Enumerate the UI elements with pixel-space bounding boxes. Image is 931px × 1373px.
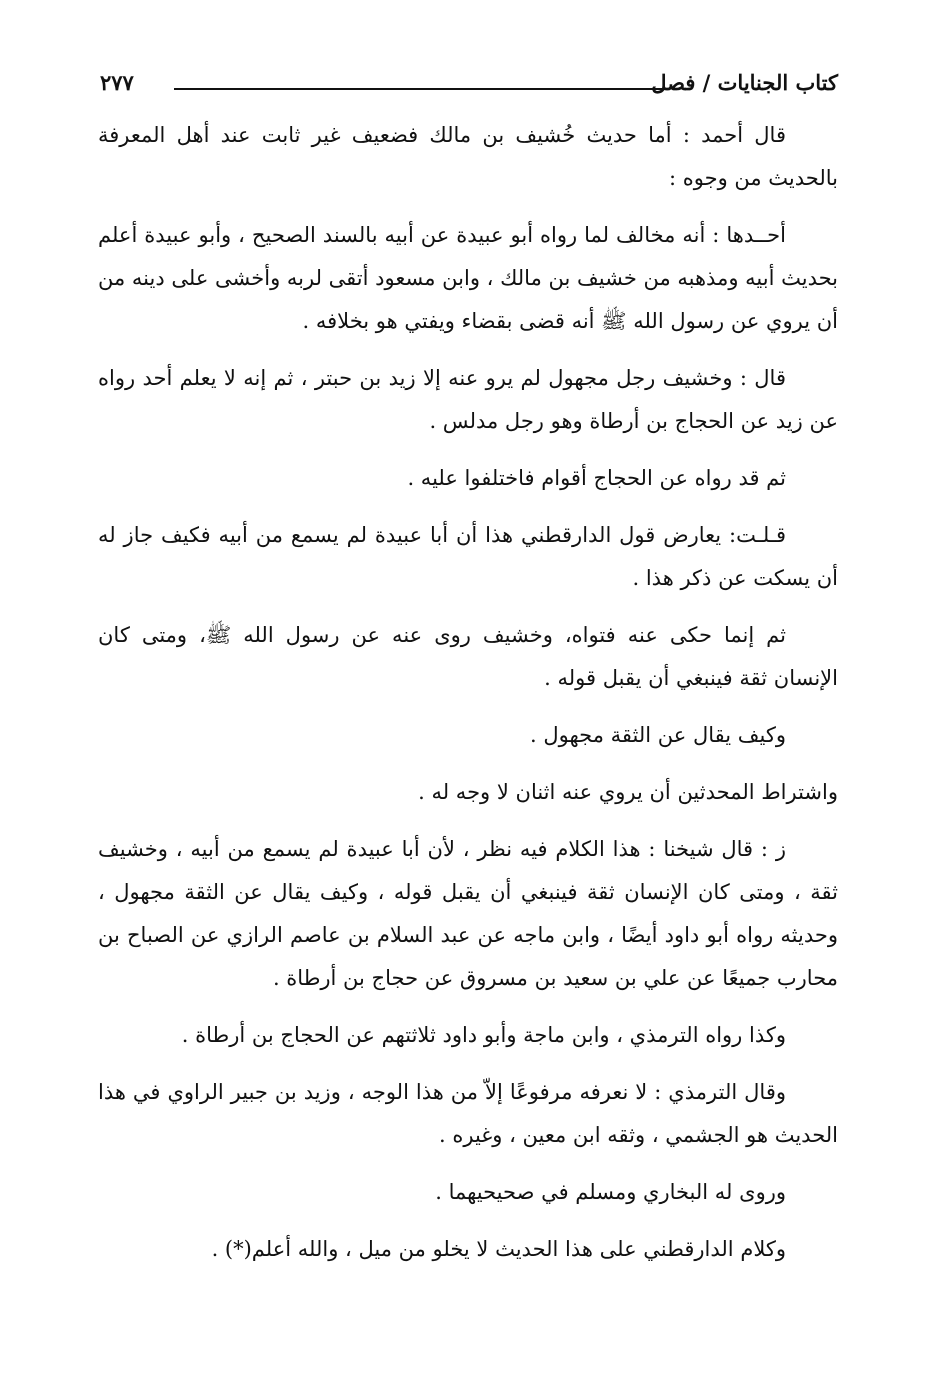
running-title: كتاب الجنايات / فصل: [651, 70, 838, 95]
page-number: ٢٧٧: [100, 70, 134, 95]
paragraph: ثم إنما حكى عنه فتواه، وخشيف روى عنه عن رسول الله ﷺ، ومتى كان الإنسان ثقة فينبغي أن يقبل قوله .: [98, 623, 838, 690]
paragraph: وكذا رواه الترمذي ، وابن ماجة وأبو داود ثلاثتهم عن الحجاج بن أرطاة .: [181, 1023, 786, 1047]
paragraph: وقال الترمذي : لا نعرفه مرفوعًا إلاّ من هذا الوجه ، وزيد بن جبير الراوي في هذا الحديث هو الجشمي ، وثقه ابن معين ، وغيره .: [98, 1080, 838, 1147]
running-header: [100, 70, 838, 106]
paragraph: وروى له البخاري ومسلم في صحيحيهما .: [435, 1180, 786, 1204]
page-body: [98, 114, 838, 1271]
paragraph: واشتراط المحدثين أن يروي عنه اثنان لا وجه له .: [418, 780, 838, 804]
paragraph: قال أحمد : أما حديث خُشيف بن مالك فضعيف غير ثابت عند أهل المعرفة بالحديث من وجوه :: [98, 123, 838, 190]
paragraph: ثم قد رواه عن الحجاج أقوام فاختلفوا عليه .: [407, 466, 786, 490]
paragraph: وكيف يقال عن الثقة مجهول .: [530, 723, 786, 747]
paragraph: قـلـت: يعارض قول الدارقطني هذا أن أبا عبيدة لم يسمع من أبيه فكيف جاز له أن يسكت عن ذكر هذا .: [98, 523, 838, 590]
paragraph: قال : وخشيف رجل مجهول لم يرو عنه إلا زيد بن حبتر ، ثم إنه لا يعلم أحد رواه عن زيد عن الحجاج بن أرطاة وهو رجل مدلس .: [98, 366, 838, 433]
paragraph: ز : قال شيخنا : هذا الكلام فيه نظر ، لأن أبا عبيدة لم يسمع من أبيه ، وخشيف ثقة ، ومتى كان الإنسان ثقة فينبغي أن يقبل قوله ، وكيف يقال عن الثقة مجهول ، وحديثه رواه أبو داود أيضًا ، وابن ماجه عن عبد السلام بن عاصم الرازي عن الصباح بن محارب جميعًا عن علي بن سعيد بن مسروق عن حجاج بن أرطاة .: [98, 837, 838, 990]
paragraph: وكلام الدارقطني على هذا الحديث لا يخلو من ميل ، والله أعلم(*) .: [211, 1237, 786, 1261]
paragraph: أحــدها : أنه مخالف لما رواه أبو عبيدة عن أبيه بالسند الصحيح ، وأبو عبيدة أعلم بحديث أبيه ومذهبه من خشيف بن مالك ، وابن مسعود أتقى لربه وأخشى على دينه من أن يروي عن رسول الله ﷺ أنه قضى بقضاء ويفتي هو بخلافه .: [98, 223, 838, 333]
header-rule: [174, 88, 666, 90]
